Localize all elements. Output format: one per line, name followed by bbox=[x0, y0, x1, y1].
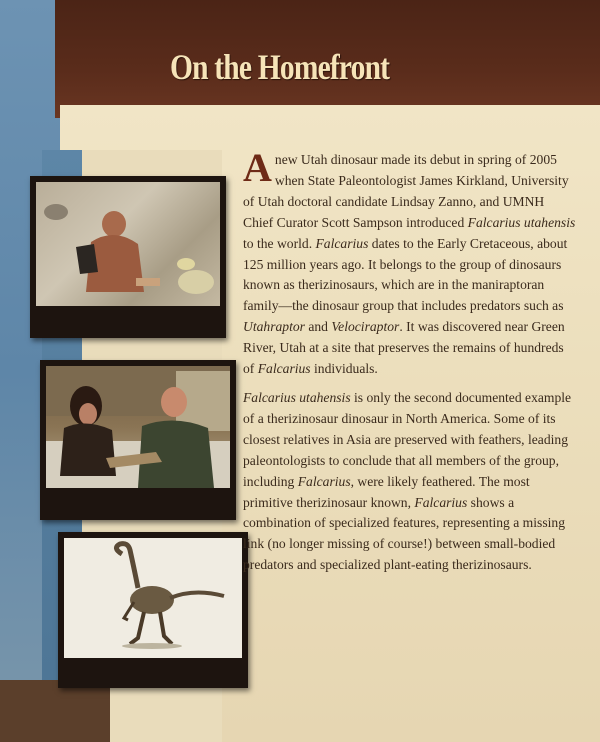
photo-lab bbox=[40, 360, 236, 520]
p1-text-5: individuals. bbox=[310, 361, 378, 377]
photo-illustration bbox=[58, 532, 248, 688]
p1-velociraptor: Velociraptor bbox=[331, 319, 400, 335]
p1-text-4: . It was discovered near Green River, Utah at a site that preserves the remains of hundreds of bbox=[243, 319, 565, 377]
p1-utahraptor: Utahraptor bbox=[243, 319, 305, 335]
p1-text-and: and bbox=[304, 319, 332, 335]
dinosaur-drawing bbox=[64, 538, 242, 658]
falcarius-illustration bbox=[64, 538, 242, 658]
paragraph-1 bbox=[243, 145, 576, 380]
p1-species-name: Falcarius utahensis bbox=[467, 214, 576, 230]
excavation-image bbox=[36, 182, 220, 306]
p1-text-2: to the world. bbox=[243, 235, 316, 251]
p2-text-3: shows a combination of specialized features, representing a missing link (no longer missing of course!) between small-bodied predators and specialized plant-eating therizinosaurs. bbox=[243, 494, 565, 573]
floor-shadow bbox=[0, 680, 110, 742]
excavation-scene bbox=[36, 182, 220, 306]
p2-genus-name-2: Falcarius bbox=[414, 494, 468, 510]
p2-text-1: is only the second documented example of a therizinosaur dinosaur in North America. Some of its closest relatives in Asia are preserved with feathers, leading paleontologists to conclude that all members of the group, including bbox=[243, 389, 572, 489]
p1-genus-name: Falcarius bbox=[315, 235, 369, 251]
p1-genus-name-2: Falcarius bbox=[257, 361, 311, 377]
lab-scene bbox=[46, 366, 230, 488]
p1-text-3: dates to the Early Cretaceous, about 125 million years ago. It belongs to the group of dinosaurs known as therizinosaurs, which are in the maniraptoran family—the dinosaur group that includes predators such as bbox=[243, 235, 568, 314]
p2-species-name: Falcarius utahensis bbox=[243, 389, 351, 405]
paragraph-2 bbox=[243, 388, 576, 576]
p1-text-1: new Utah dinosaur made its debut in spring of 2005 when State Paleontologist James Kirkland, University of Utah doctoral candidate Lindsay Zanno, and UMNH Chief Curator Scott Sampson introduced bbox=[243, 152, 569, 230]
lab-image bbox=[46, 366, 230, 488]
article-text bbox=[243, 145, 576, 584]
photo-excavation bbox=[30, 176, 226, 338]
p2-genus-name: Falcarius bbox=[297, 473, 351, 489]
page-title: On the Homefront bbox=[170, 47, 390, 87]
p2-text-2: , were likely feathered. The most primitive therizinosaur known, bbox=[243, 473, 530, 510]
drop-cap: A bbox=[243, 145, 272, 190]
